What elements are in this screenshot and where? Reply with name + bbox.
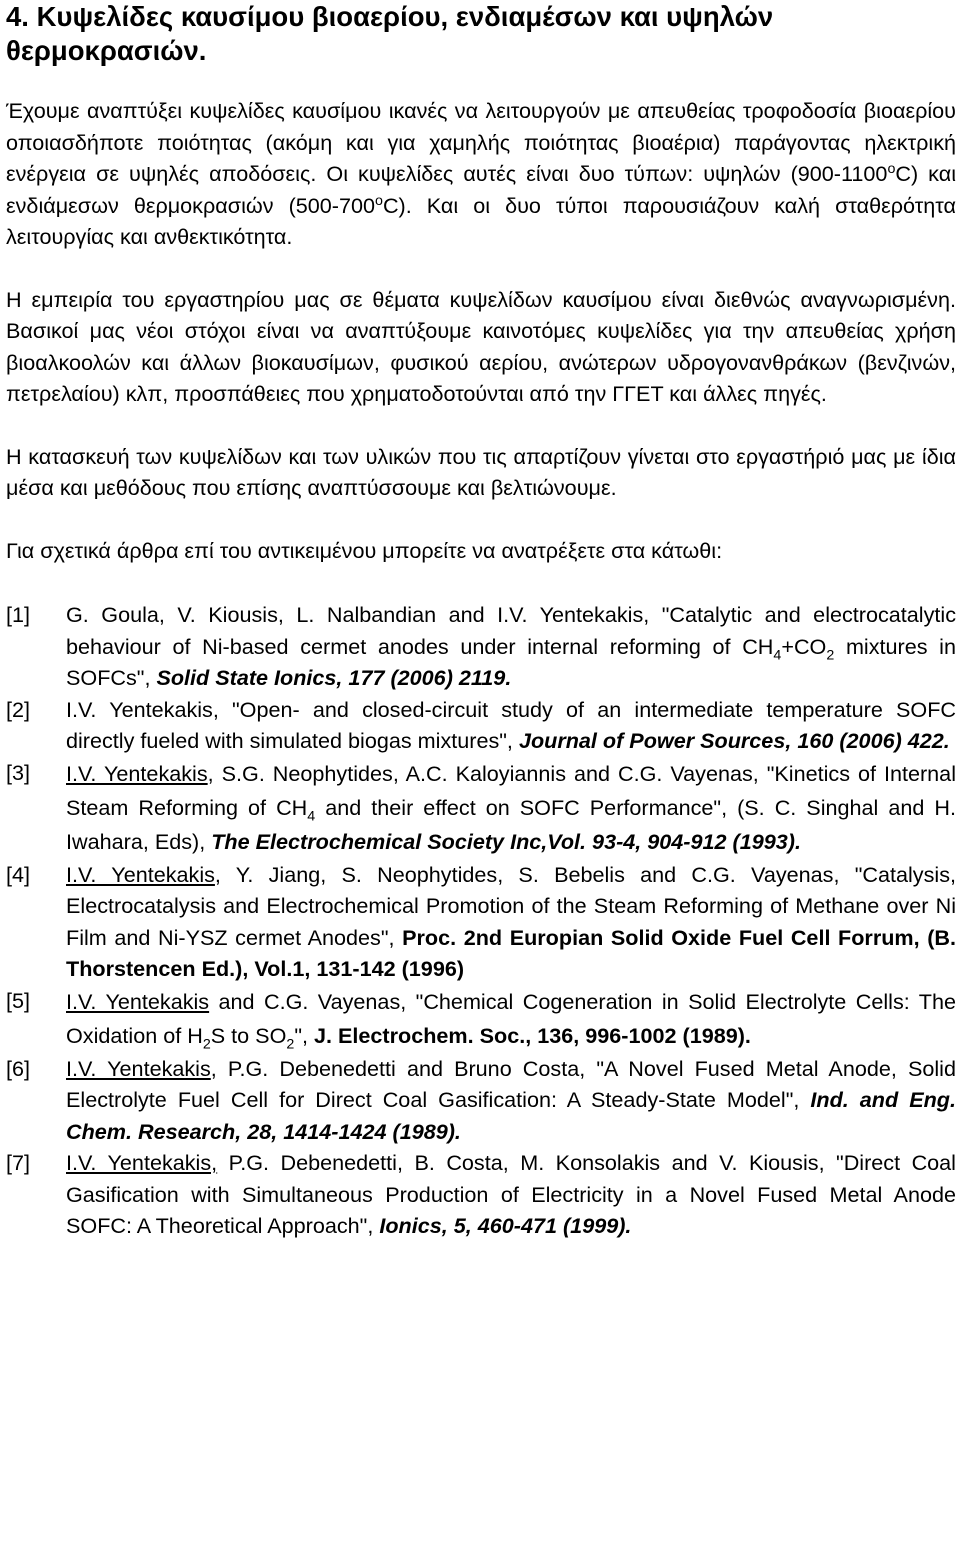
ref-journal: The Electrochemical Society Inc,Vol. 93-4, 904-912 (1993). [211,828,801,854]
reference-text [66,1053,956,1148]
reference-item [6,985,956,1053]
reference-list [6,599,956,1242]
ref-text: +CO [781,633,827,659]
ref-text: ", [294,1022,314,1048]
paragraph-construction: Η κατασκευή των κυψελίδων και των υλικών που τις απαρτίζουν γίνεται στο εργαστήριό μας με ίδια μέσα και μεθόδους που επίσης αναπτύσσουμε και βελτιώνουμε. [6,443,956,500]
reference-text [66,859,956,985]
reference-number: [5] [6,987,31,1013]
ref-text: and their effect on SOFC Performance", (S. C. Singhal and H. Iwahara, Eds), [66,794,956,854]
reference-text [66,1147,956,1242]
subscript: 4 [307,807,316,824]
reference-number: [2] [6,696,31,722]
ref-author: I.V. Yentekakis [66,988,210,1014]
subscript: 4 [773,646,782,663]
degree-sup: o [375,192,383,209]
reference-item [6,599,956,694]
document-page [6,0,956,1242]
ref-text: , P.G. Debenedetti and Bruno Costa, "A Novel Fused Metal Anode, Solid Electrolyte Fuel Cell for Direct Coal Gasification: A Steady-State Model", [66,1055,956,1112]
ref-text: I.V. Yentekakis, "Open- and closed-circuit study of an intermediate temperature SOFC directly fueled with simulated biogas mixtures", [66,696,956,753]
ref-author: I.V. Yentekakis [66,861,215,887]
ref-text: P.G. Debenedetti, B. Costa, M. Konsolakis and V. Kiousis, "Direct Coal Gasification with Simultaneous Production of Electricity in a Novel Fused Metal Anode SOFC: A Theoretical Approach", [66,1150,956,1238]
ref-text: , Y. Jiang, S. Neophytides, S. Bebelis and C.G. Vayenas, "Catalysis, Electrocatalysis and Electrochemical Promotion of the Steam Reforming of Methane over Ni Film and Ni-YSZ cermet Anodes", [66,861,956,950]
paragraph-experience: Η εμπειρία του εργαστηρίου μας σε θέματα κυψελίδων καυσίμου είναι διεθνώς αναγνωρισμένη. Βασικοί μας νέοι στόχοι είναι να αναπτύξουμε καινοτόμες κυψελίδες για την απευθείας χρήση βιοαλκοολών και άλλων βιοκαυσίμων, φυσικού αερίου, ανώτερων υδρογονανθράκων (βενζινών, πετρελαίου) κλπ, προσπάθειες που χρηματοδοτούνται από την ΓΓΕΤ και άλλες πηγές. [6,286,956,406]
ref-journal: Ionics, 5, 460-471 (1999). [379,1213,632,1238]
ref-author: I.V. Yentekakis, [66,1150,218,1175]
reference-item [6,757,956,859]
paragraph-fuel-cells [6,95,956,253]
p1-text-a: Έχουμε αναπτύξει κυψελίδες καυσίμου ικανές να λειτουργούν με απευθείας τροφοδοσία βιοαερίου οποιασδήποτε ποιότητας (ακόμη και για χαμηλής ποιότητας βιοαέρια) παράγοντας ηλεκτρική ενέργεια σε υψηλές αποδόσεις. Οι κυψελίδες αυτές είναι δυο τύπων: υψηλών (900-1100 [6,98,956,186]
reference-text [66,757,956,859]
ref-author: I.V. Yentekakis [66,760,208,786]
reference-number: [7] [6,1150,31,1175]
subscript: 2 [202,1035,211,1052]
ref-journal: Proc. 2nd Europian Solid Oxide Fuel Cell Forrum, (B. Thorstencen Ed.), Vol.1, 131-142 (1996) [66,924,957,981]
subscript: 2 [826,646,835,663]
p1-text-b: C) και ενδιάμεσων θερμοκρασιών (500-700 [6,161,957,218]
section-heading: 4. Κυψελίδες καυσίμου βιοαερίου, ενδιαμέσων και υψηλών θερμοκρασιών. [6,1,774,66]
ref-journal: Journal of Power Sources, 160 (2006) 422. [518,728,950,753]
reference-number: [1] [6,602,31,627]
ref-text: G. Goula, V. Kiousis, L. Nalbandian and I.V. Yentekakis, "Catalytic and electrocatalytic behaviour of Ni-based cermet anodes under internal reforming of CH [66,602,956,659]
reference-number: [3] [6,759,31,785]
reference-number: [4] [6,861,31,887]
ref-text: S to SO [210,1022,287,1048]
ref-text: mixtures in SOFCs", [66,633,956,690]
reference-text [66,985,956,1053]
ref-journal: Solid State Ionics, 177 (2006) 2119. [156,665,512,690]
p1-text-c: C). Και οι δυο τύποι παρουσιάζουν καλή σταθερότητα λειτουργίας και ανθεκτικότητα. [6,192,957,249]
reference-text [66,694,956,757]
ref-journal: J. Electrochem. Soc., 136, 996-1002 (1989). [314,1022,751,1048]
reference-item [6,1147,956,1242]
subscript: 2 [286,1035,295,1052]
ref-author: I.V. Yentekakis [66,1055,211,1081]
reference-item [6,859,956,985]
reference-item [6,694,956,757]
reference-item [6,1053,956,1148]
reference-number: [6] [6,1055,31,1081]
reference-text [66,599,956,694]
ref-text: , S.G. Neophytides, A.C. Kaloyiannis and C.G. Vayenas, "Kinetics of Internal Steam Reforming of CH [66,760,956,820]
ref-journal: Ind. and Eng. Chem. Research, 28, 1414-1424 (1989). [66,1087,956,1144]
ref-text: and C.G. Vayenas, "Chemical Cogeneration in Solid Electrolyte Cells: The Oxidation of H [66,988,956,1048]
degree-sup: o [887,160,896,177]
paragraph-articles-intro: Για σχετικά άρθρα επί του αντικειμένου μπορείτε να ανατρέξετε στα κάτωθι: [6,537,723,563]
